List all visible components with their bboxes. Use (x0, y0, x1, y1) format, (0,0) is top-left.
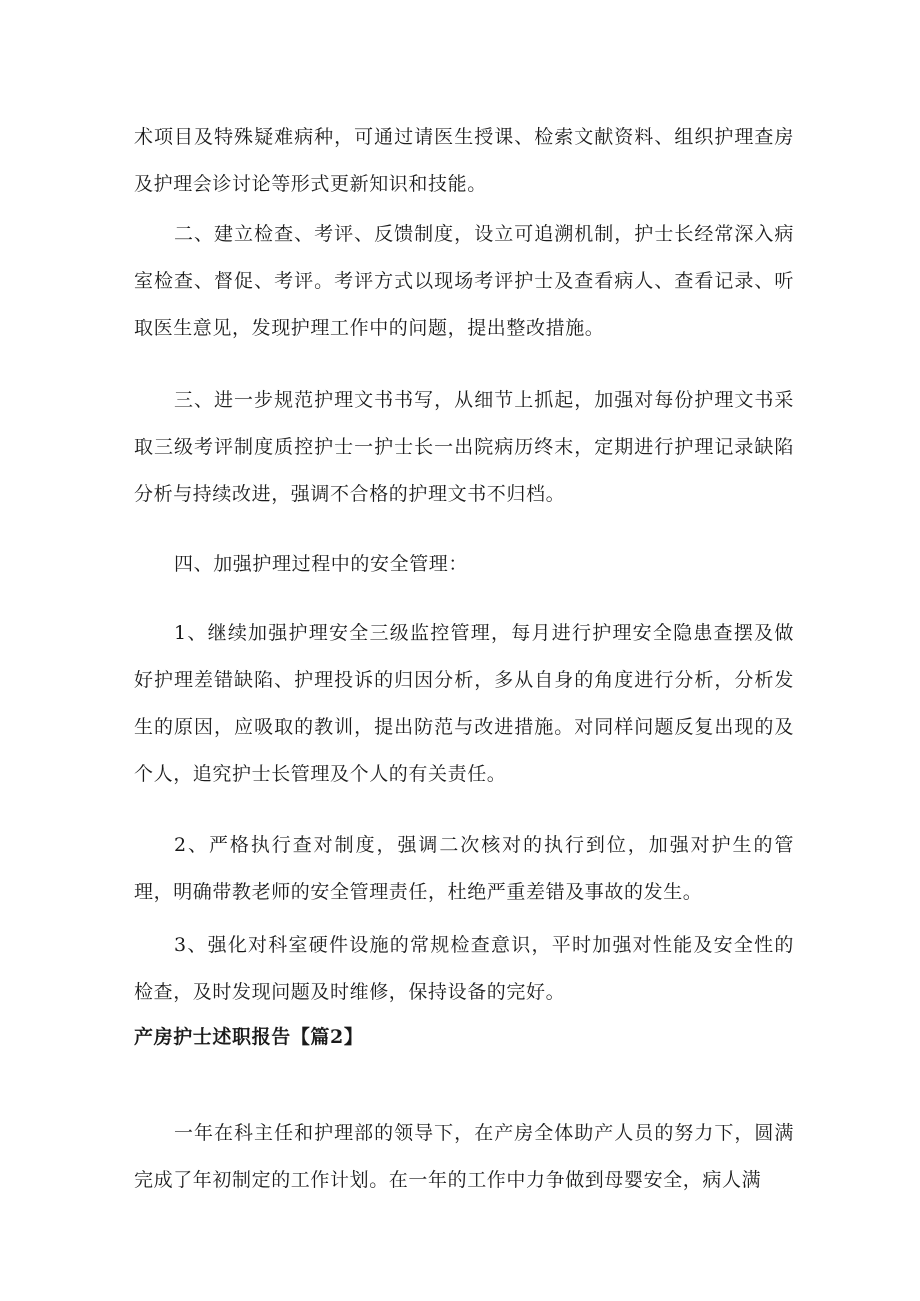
paragraph-continuation: 术项目及特殊疑难病种，可通过请医生授课、检索文献资料、组织护理查房及护理会诊讨论等形式更新知识和技能。 (134, 126, 794, 195)
section-heading-title: 产房护士述职报告 (134, 1026, 291, 1048)
paragraph-section-three: 三、进一步规范护理文书书写，从细节上抓起，加强对每份护理文书采取三级考评制度质控护士一护士长一出院病历终末，定期进行护理记录缺陷分析与持续改进，强调不合格的护理文书不归档。 (134, 389, 794, 505)
paragraph-section-four-title: 四、加强护理过程中的安全管理： (174, 553, 469, 575)
section-heading-tag: 【篇2】 (290, 1026, 364, 1048)
paragraph-item-two: 2、严格执行查对制度，强调二次核对的执行到位，加强对护生的管理，明确带教老师的安全管理责任，杜绝严重差错及事故的发生。 (134, 834, 794, 903)
paragraph-item-one: 1、继续加强护理安全三级监控管理，每月进行护理安全隐患查摆及做好护理差错缺陷、护理投诉的归因分析，多从自身的角度进行分析，分析发生的原因，应吸取的教训，提出防范与改进措施。对同样问题反复出现的及个人，追究护士长管理及个人的有关责任。 (134, 622, 794, 785)
paragraph-report-intro: 一年在科主任和护理部的领导下，在产房全体助产人员的努力下，圆满完成了年初制定的工作计划。在一年的工作中力争做到母婴安全，病人满 (134, 1122, 794, 1191)
section-heading (134, 1014, 794, 1061)
paragraph-item-three: 3、强化对科室硬件设施的常规检查意识，平时加强对性能及安全性的检查，及时发现问题及时维修，保持设备的完好。 (134, 934, 794, 1003)
paragraph-section-two: 二、建立检查、考评、反馈制度，设立可追溯机制，护士长经常深入病室检查、督促、考评。考评方式以现场考评护士及查看病人、查看记录、听取医生意见，发现护理工作中的问题，提出整改措施。 (134, 223, 794, 339)
